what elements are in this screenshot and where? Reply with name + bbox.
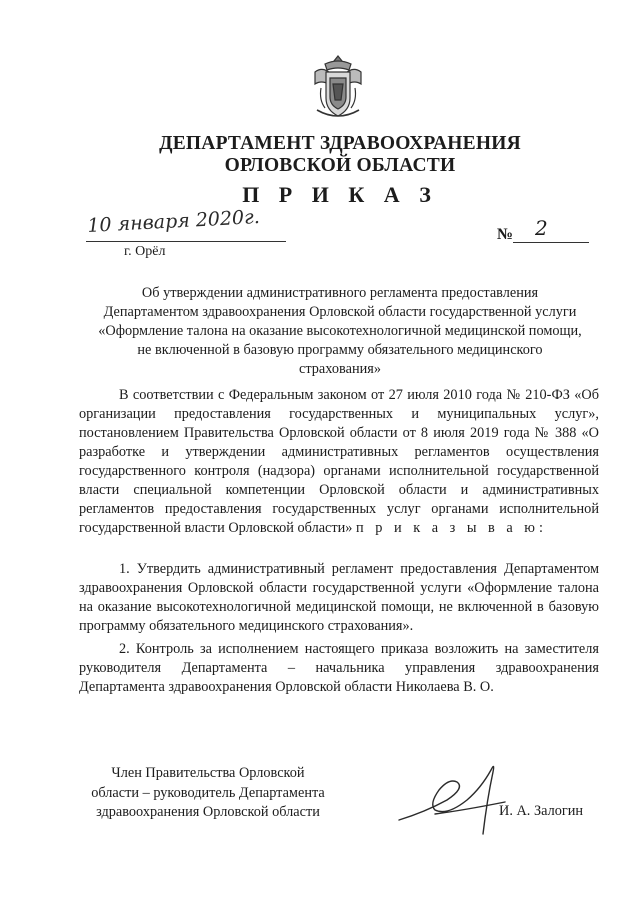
signatory-position xyxy=(68,764,348,823)
position-line: области – руководитель Департамента xyxy=(91,784,325,801)
order-item-1: 1. Утвердить административный регламент предоставления Департаментом здравоохранения Орловской области государственной услуги «Оформление талона на оказание высокотехнологичной медицинской помощи, не включенной в базовую программу обязательного медицинского страхования». xyxy=(79,561,599,634)
subject-line: Об утверждении административного регламента предоставления xyxy=(141,285,539,301)
document-title: П Р И К А З xyxy=(242,182,438,207)
subject-line: страхования» xyxy=(299,361,381,377)
handwritten-date: 10 января 2020г. xyxy=(86,206,261,237)
preamble-text: В соответствии с Федеральным законом от 27 июля 2010 года № 210-ФЗ «Об организации предоставления государственных и муниципальных услуг», постановлением Правительства Орловской области от 8 июля 2019 года № 388 «О разработке и утверждении административных регламентов осуществления государственного контроля (надзора) органами исполнительной государственной власти специальной компетенции Орловской области и административных регламентов предоставления государственных услуг органами исполнительной государственной власти Орловской области» xyxy=(79,387,599,536)
subject-line: не включенной в базовую программу обязательного медицинского xyxy=(137,342,543,358)
position-line: здравоохранения Орловской области xyxy=(96,804,320,820)
date-underline xyxy=(86,241,286,242)
department-name-line1: ДЕПАРТАМЕНТ ЗДРАВООХРАНЕНИЯ xyxy=(159,133,521,154)
order-item-2: 2. Контроль за исполнением настоящего приказа возложить на заместителя руководителя Департамента – начальника управления здравоохранения Департамента здравоохранения Орловской области Николаева В. О. xyxy=(79,641,599,695)
order-subject xyxy=(80,284,600,379)
number-underline xyxy=(513,242,589,243)
subject-line: «Оформление талона на оказание высокотехнологичной медицинской помощи, xyxy=(98,323,582,339)
coat-of-arms-emblem xyxy=(311,54,365,120)
department-name-line2: ОРЛОВСКОЙ ОБЛАСТИ xyxy=(224,155,456,176)
order-word: п р и к а з ы в а ю: xyxy=(356,520,547,536)
preamble-paragraph xyxy=(79,386,599,538)
handwritten-signature xyxy=(395,760,515,840)
signatory-name: И. А. Залогин xyxy=(499,803,584,819)
handwritten-order-number: 2 xyxy=(535,216,548,240)
city: г. Орёл xyxy=(124,244,166,259)
subject-line: Департаментом здравоохранения Орловской области государственной услуги xyxy=(103,304,577,320)
position-line: Член Правительства Орловской xyxy=(111,765,305,781)
order-number-label: № xyxy=(497,226,514,243)
